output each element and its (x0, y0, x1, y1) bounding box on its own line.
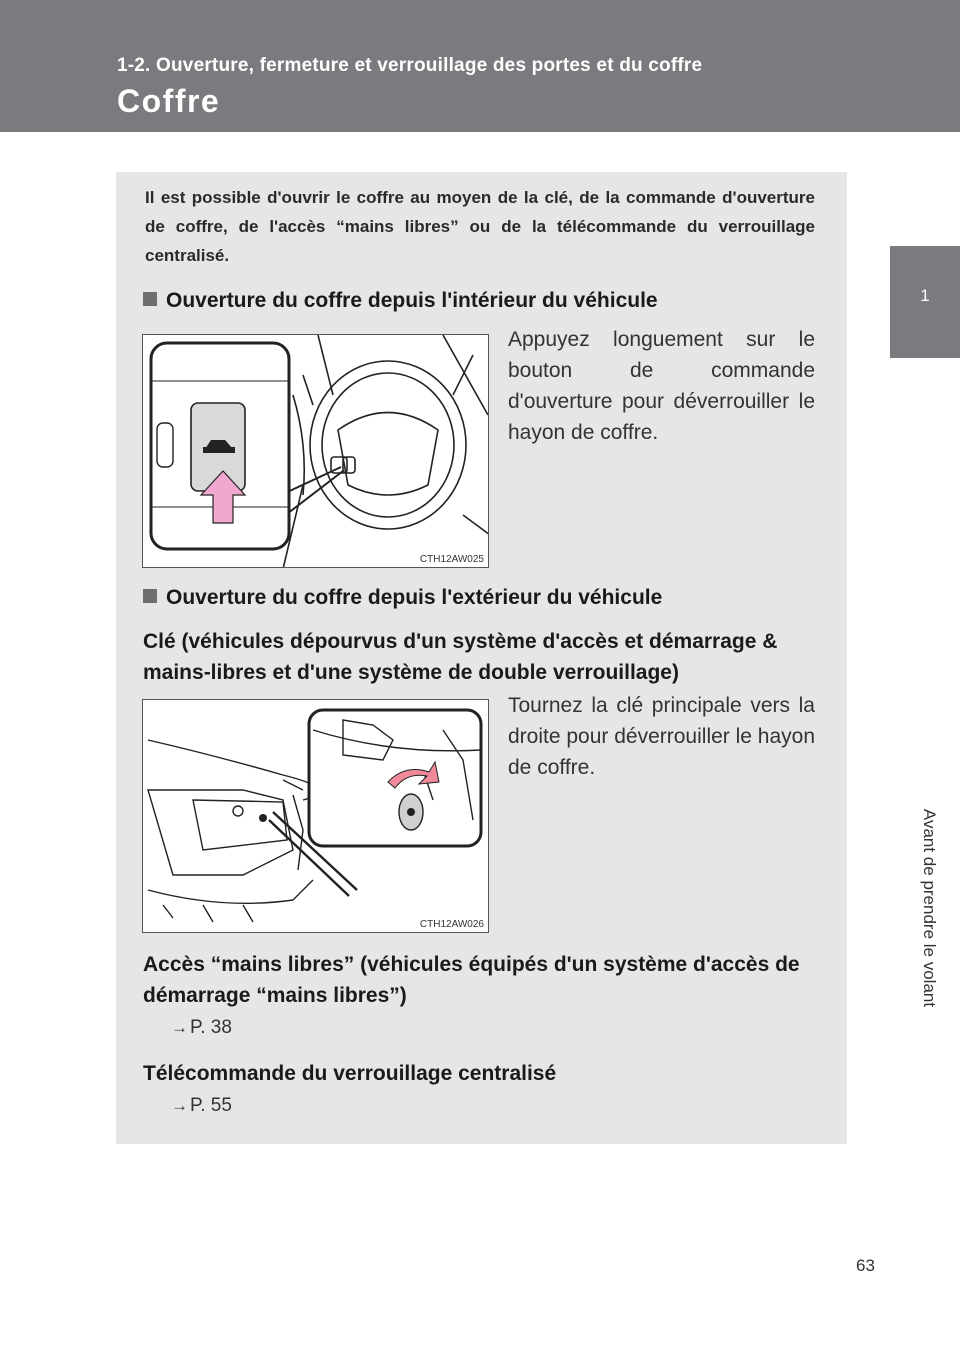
section-title: 1-2. Ouverture, fermeture et verrouillage des portes et du coffre (117, 55, 703, 76)
remote-page-ref[interactable] (171, 1095, 232, 1117)
chapter-number: 1 (920, 286, 930, 305)
figure-interior-button (142, 334, 489, 568)
heading-outside-opening (143, 586, 662, 610)
page-title: Coffre (117, 83, 221, 119)
bullet-square-icon (143, 589, 157, 603)
smart-access-ref-text: P. 38 (190, 1017, 232, 1038)
key-instruction-text: Tournez la clé principale vers la droite pour déverrouiller le hayon de coffre. (508, 694, 816, 779)
heading-outside-text: Ouverture du coffre depuis l'extérieur du véhicule (166, 586, 663, 609)
page-number: 63 (856, 1256, 875, 1275)
smart-access-subheading: Accès “mains libres” (véhicules équipés d'un système d'accès de démarrage “mains libres”) (143, 953, 800, 1007)
key-subheading: Clé (véhicules dépourvus d'un système d'accès et démarrage & mains-libres et d'une système de double verrouillage) (143, 630, 778, 684)
inside-instruction-text: Appuyez longuement sur le bouton de commande d'ouverture pour déverrouiller le hayon de coffre. (508, 328, 815, 444)
rear-car-illustration (143, 700, 489, 933)
bullet-square-icon (143, 292, 157, 306)
figure-code: CTH12AW026 (419, 919, 484, 930)
remote-ref-text: P. 55 (190, 1095, 232, 1116)
figure-key-lock (142, 699, 489, 933)
heading-inside-opening (143, 289, 658, 313)
remote-subheading: Télécommande du verrouillage centralisé (143, 1062, 557, 1085)
smart-access-page-ref[interactable] (171, 1017, 232, 1039)
dashboard-illustration (143, 335, 489, 568)
arrow-right-icon: → (171, 1018, 188, 1037)
chapter-tab[interactable] (890, 246, 960, 358)
chapter-header (0, 0, 960, 132)
intro-paragraph: Il est possible d'ouvrir le coffre au moyen de la clé, de la commande d'ouverture de coffre, de l'accès “mains libres” ou de la télécommande du verrouillage centralisé. (145, 188, 815, 265)
arrow-right-icon: → (171, 1096, 188, 1115)
heading-inside-text: Ouverture du coffre depuis l'intérieur du véhicule (166, 289, 658, 312)
figure-code: CTH12AW025 (419, 554, 484, 565)
chapter-side-label: Avant de prendre le volant (920, 808, 939, 1008)
